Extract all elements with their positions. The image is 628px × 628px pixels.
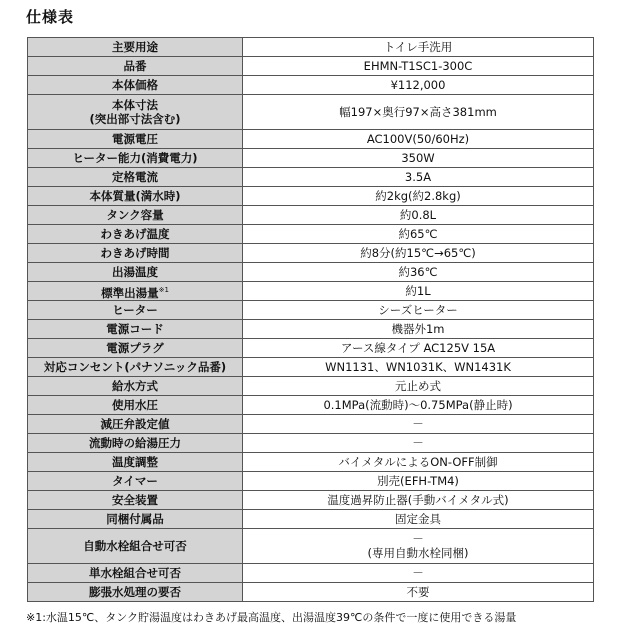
row-value: － <box>243 434 594 453</box>
table-row <box>28 95 594 130</box>
row-label: 電源電圧 <box>28 130 243 149</box>
row-label: 本体質量(満水時) <box>28 187 243 206</box>
row-label: 給水方式 <box>28 377 243 396</box>
row-value: 0.1MPa(流動時)～0.75MPa(静止時) <box>243 396 594 415</box>
table-row <box>28 377 594 396</box>
row-value: シーズヒーター <box>243 301 594 320</box>
row-value: 約0.8L <box>243 206 594 225</box>
row-label: 電源コード <box>28 320 243 339</box>
row-value: 約65℃ <box>243 225 594 244</box>
row-value: バイメタルによるON-OFF制御 <box>243 453 594 472</box>
row-value: 約1L <box>243 282 594 301</box>
row-label: 対応コンセント(パナソニック品番) <box>28 358 243 377</box>
row-label: 主要用途 <box>28 38 243 57</box>
row-value: 機器外1m <box>243 320 594 339</box>
row-value: トイレ手洗用 <box>243 38 594 57</box>
row-label: 出湯温度 <box>28 263 243 282</box>
row-value: 固定金具 <box>243 510 594 529</box>
table-row <box>28 453 594 472</box>
table-row <box>28 149 594 168</box>
row-value: EHMN-T1SC1-300C <box>243 57 594 76</box>
row-label: 使用水圧 <box>28 396 243 415</box>
table-row <box>28 583 594 602</box>
row-value: － <box>412 532 424 546</box>
row-label: わきあげ温度 <box>28 225 243 244</box>
row-value: － <box>243 415 594 434</box>
row-value-sub: (専用自動水栓同梱) <box>367 546 469 560</box>
row-label: 減圧弁設定値 <box>28 415 243 434</box>
row-label: 本体価格 <box>28 76 243 95</box>
row-label: 安全装置 <box>28 491 243 510</box>
row-value: 元止め式 <box>243 377 594 396</box>
row-label: 定格電流 <box>28 168 243 187</box>
row-value: － <box>243 564 594 583</box>
table-row <box>28 76 594 95</box>
table-row <box>28 301 594 320</box>
row-value: WN1131、WN1031K、WN1431K <box>243 358 594 377</box>
row-value: 3.5A <box>243 168 594 187</box>
row-label-cell <box>28 95 243 130</box>
table-row <box>28 491 594 510</box>
table-row <box>28 244 594 263</box>
table-row <box>28 529 594 564</box>
row-value-cell <box>243 529 594 564</box>
row-value: 約2kg(約2.8kg) <box>243 187 594 206</box>
row-label: ヒーター <box>28 301 243 320</box>
row-value: アース線タイプ AC125V 15A <box>243 339 594 358</box>
row-label: 同梱付属品 <box>28 510 243 529</box>
table-row <box>28 263 594 282</box>
row-value: 別売(EFH-TM4) <box>243 472 594 491</box>
table-row <box>28 415 594 434</box>
row-label: 品番 <box>28 57 243 76</box>
row-label: ヒーター能力(消費電力) <box>28 149 243 168</box>
row-value: 幅197×奥行97×高さ381mm <box>243 95 594 130</box>
row-label: 電源プラグ <box>28 339 243 358</box>
row-label: タイマー <box>28 472 243 491</box>
table-row <box>28 168 594 187</box>
spec-table <box>27 37 594 602</box>
table-row <box>28 187 594 206</box>
table-row <box>28 130 594 149</box>
page-title: 仕様表 <box>26 8 75 26</box>
row-label-cell <box>28 282 243 301</box>
table-row <box>28 206 594 225</box>
table-row <box>28 396 594 415</box>
row-label-sub: (突出部寸法含む) <box>89 112 181 126</box>
row-label: 温度調整 <box>28 453 243 472</box>
row-value: 不要 <box>243 583 594 602</box>
table-row <box>28 472 594 491</box>
row-label: 膨張水処理の要否 <box>28 583 243 602</box>
row-value: 約8分(約15℃→65℃) <box>243 244 594 263</box>
table-row <box>28 339 594 358</box>
footnote-marker: ※1 <box>158 285 169 294</box>
row-value: 350W <box>243 149 594 168</box>
row-label: 標準出湯量 <box>101 285 159 300</box>
row-value: 約36℃ <box>243 263 594 282</box>
table-row <box>28 564 594 583</box>
table-row <box>28 282 594 301</box>
table-row <box>28 38 594 57</box>
row-label: 単水栓組合せ可否 <box>28 564 243 583</box>
row-label: 自動水栓組合せ可否 <box>28 529 243 564</box>
row-label: 流動時の給湯圧力 <box>28 434 243 453</box>
row-label: わきあげ時間 <box>28 244 243 263</box>
row-label: タンク容量 <box>28 206 243 225</box>
footnote: ※1:水温15℃、タンク貯湯温度はわきあげ最高温度、出湯温度39℃の条件で一度に使用できる湯量 <box>26 611 517 624</box>
row-label: 本体寸法 <box>112 98 158 112</box>
row-value: ¥112,000 <box>243 76 594 95</box>
table-row <box>28 510 594 529</box>
row-value: 温度過昇防止器(手動バイメタル式) <box>243 491 594 510</box>
table-row <box>28 225 594 244</box>
table-row <box>28 358 594 377</box>
row-value: AC100V(50/60Hz) <box>243 130 594 149</box>
table-row <box>28 57 594 76</box>
table-row <box>28 434 594 453</box>
table-row <box>28 320 594 339</box>
